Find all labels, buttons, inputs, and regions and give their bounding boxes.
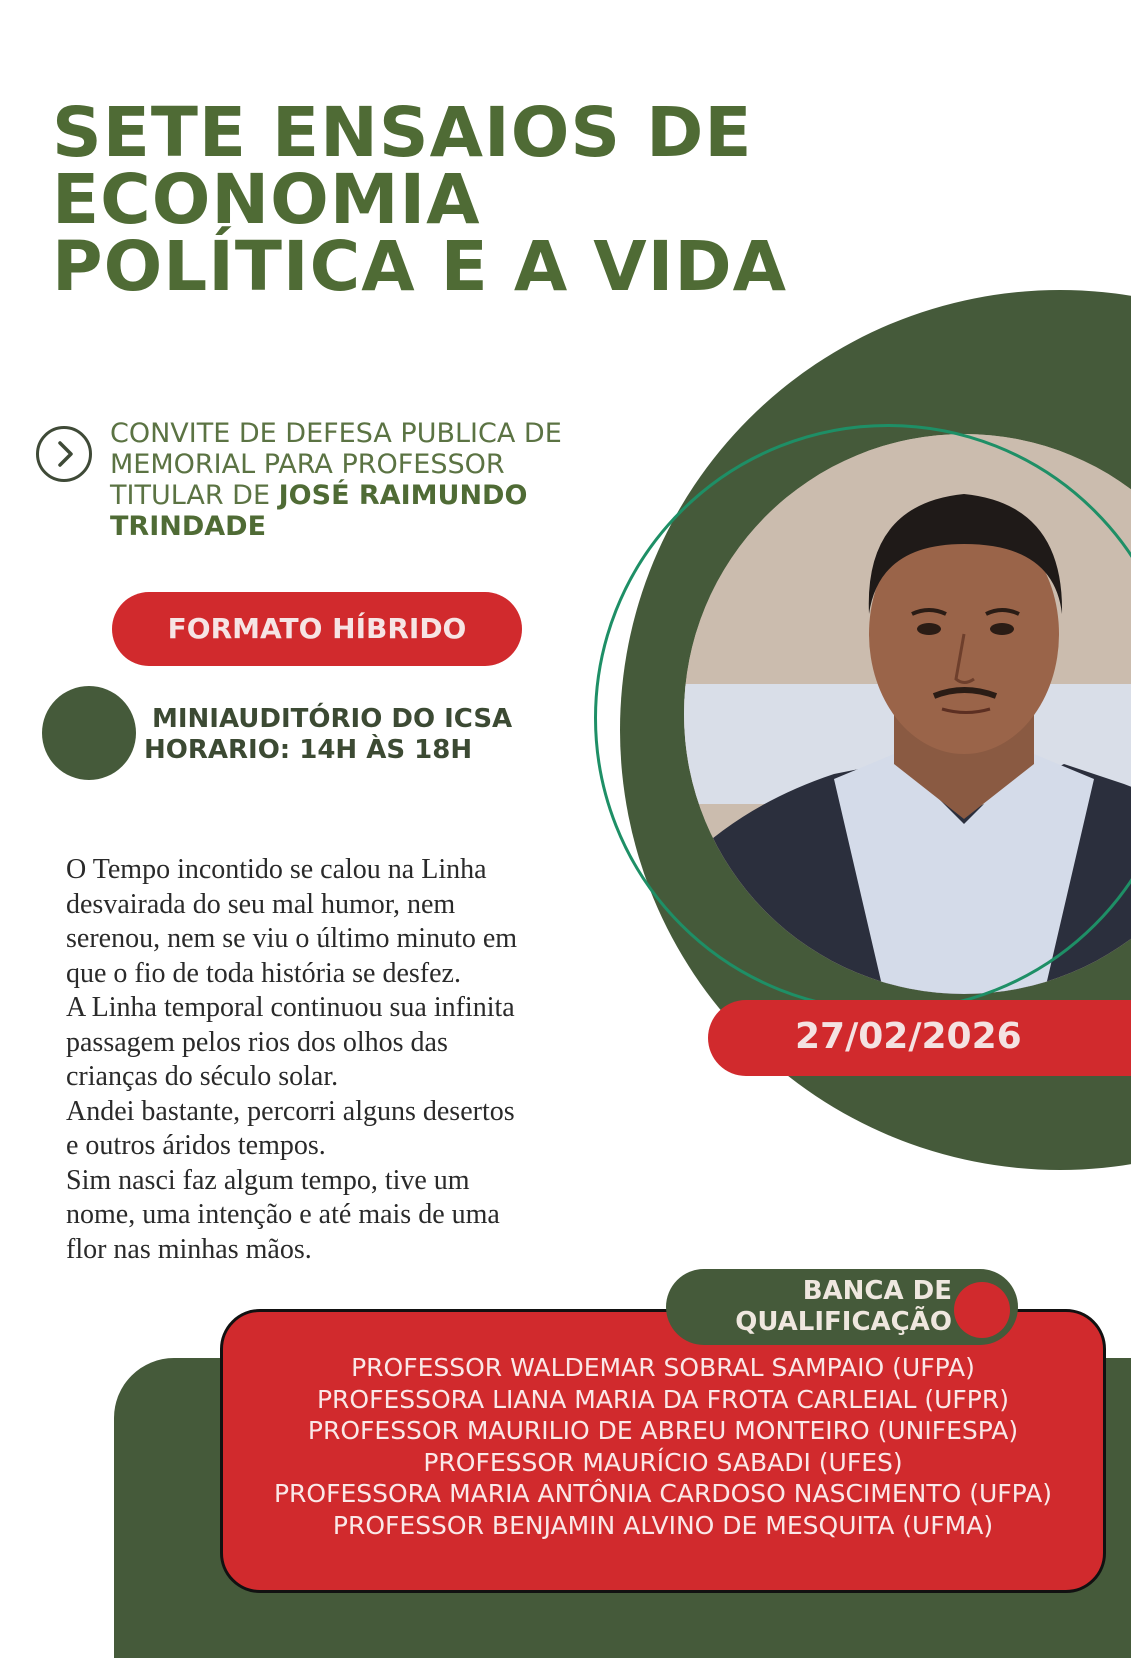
poem-line: Sim nasci faz algum tempo, tive um	[66, 1164, 470, 1196]
poem-line: crianças do século solar.	[66, 1061, 339, 1092]
committee-member: PROFESSOR MAURILIO DE ABREU MONTEIRO (UNIFESPA)	[307, 1416, 1019, 1445]
event-date: 27/02/2026	[795, 1016, 1022, 1057]
title-line-3: POLÍTICA E A VIDA	[52, 227, 787, 307]
poster-title	[52, 93, 787, 307]
invitation-line-2: MEMORIAL PARA PROFESSOR	[110, 449, 505, 480]
poem-line: nome, uma intenção e até mais de uma	[66, 1199, 500, 1230]
committee-red-dot	[954, 1282, 1010, 1338]
chevron-right-circle-icon	[36, 426, 92, 482]
title-line-2: ECONOMIA	[52, 160, 481, 240]
honoree-name-part-1: JOSÉ RAIMUNDO	[278, 480, 528, 511]
poem-line: que o fio de toda história se desfez.	[66, 957, 461, 989]
poem-text	[66, 853, 606, 1267]
poem-line: A Linha temporal continuou sua infinita	[66, 992, 515, 1023]
committee-member: PROFESSORA MARIA ANTÔNIA CARDOSO NASCIMENTO (UFPA)	[273, 1479, 1053, 1508]
committee-title-line-1: BANCA DE	[802, 1276, 952, 1306]
poem-line: passagem pelos rios dos olhos das	[66, 1026, 448, 1058]
invitation-text	[110, 418, 630, 542]
invitation-line-3-prefix: TITULAR DE	[110, 480, 279, 511]
poem-line: O Tempo incontido se calou na Linha	[66, 854, 487, 885]
committee-member: PROFESSOR WALDEMAR SOBRAL SAMPAIO (UFPA)	[351, 1353, 975, 1382]
title-line-1: SETE ENSAIOS DE	[52, 93, 753, 173]
invitation-line-1: CONVITE DE DEFESA PUBLICA DE	[110, 418, 562, 449]
poem-line: e outros áridos tempos.	[66, 1130, 326, 1161]
committee-title	[706, 1276, 952, 1338]
invitation-line-3	[110, 480, 630, 511]
poem-line: serenou, nem se viu o último minuto em	[66, 923, 518, 954]
committee-title-line-2: QUALIFICAÇÃO	[735, 1307, 952, 1337]
venue-time: HORARIO: 14H ÀS 18H	[144, 735, 473, 765]
committee-member: PROFESSOR BENJAMIN ALVINO DE MESQUITA (UFMA)	[332, 1510, 994, 1540]
venue-location: MINIAUDITÓRIO DO ICSA	[152, 704, 513, 734]
poem-line: Andei bastante, percorri alguns desertos	[66, 1095, 515, 1127]
committee-members	[220, 1352, 1106, 1541]
venue-bullet-dot	[42, 686, 136, 780]
poem-line: flor nas minhas mãos.	[66, 1233, 312, 1265]
committee-member: PROFESSORA LIANA MARIA DA FROTA CARLEIAL (UFPR)	[316, 1384, 1010, 1414]
format-badge: FORMATO HÍBRIDO	[112, 592, 522, 666]
venue-info	[144, 704, 512, 766]
poem-line: desvairada do seu mal humor, nem	[66, 888, 456, 920]
committee-member: PROFESSOR MAURÍCIO SABADI (UFES)	[423, 1447, 903, 1477]
honoree-name-part-2: TRINDADE	[110, 511, 267, 542]
invitation-line-4	[110, 511, 630, 542]
